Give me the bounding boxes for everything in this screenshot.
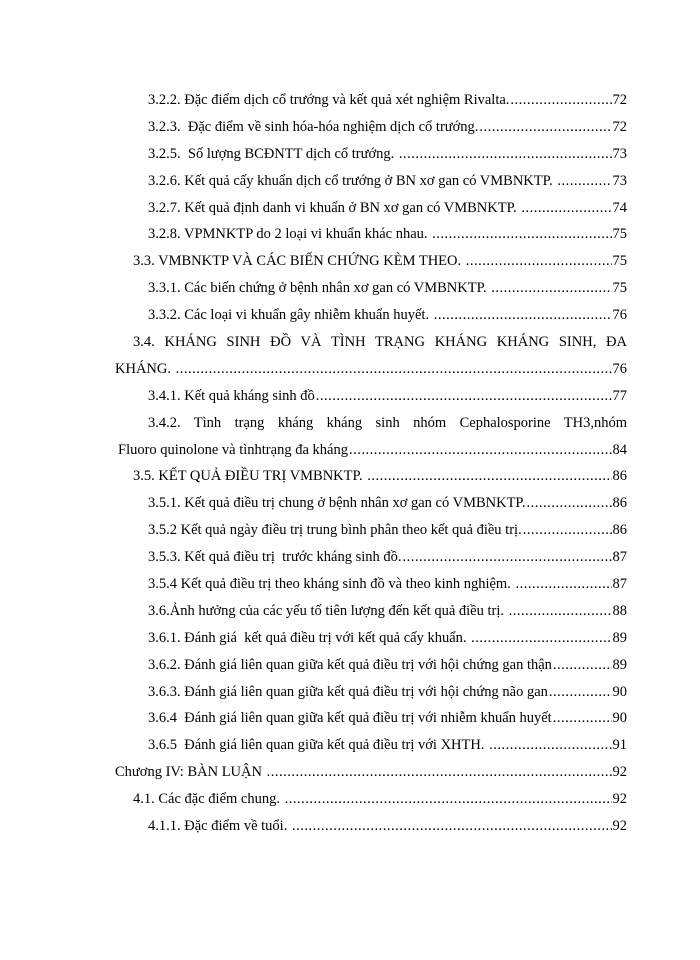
toc-entry[interactable] [0,199,700,217]
toc-entry[interactable] [0,736,700,754]
toc-leader-dots [515,575,611,593]
toc-page-number: 73 [612,145,627,162]
toc-entry[interactable] [0,118,700,136]
toc-entry-label: 4.1. Các đặc điểm chung. [133,791,284,808]
toc-entry-label: 3.3.1. Các biến chứng ở bệnh nhân xơ gan có VMBNKTP. [148,280,491,297]
toc-page-number: 76 [612,307,627,324]
toc-entry-label: Fluoro quinolone và tìnhtrạng đa kháng [118,441,348,458]
toc-leader-dots [285,790,612,808]
toc-page-number: 90 [612,683,627,700]
toc-page-number: 92 [612,818,627,835]
toc-entry-label: KHÁNG. [115,360,175,377]
table-of-contents [0,91,700,844]
toc-entry-label: 3.3. VMBNKTP VÀ CÁC BIẾN CHỨNG KÈM THEO. [133,253,465,270]
toc-entry-label: 3.2.5. Số lượng BCĐNTT dịch cổ trướng. [148,145,398,162]
toc-entry[interactable] [0,306,700,324]
toc-leader-dots [509,602,612,620]
toc-page-number: 86 [612,495,627,512]
toc-entry[interactable] [0,763,700,781]
toc-leader-dots [549,683,612,701]
toc-entry-label: 3.4.1. Kết quả kháng sinh đồ [148,387,315,404]
toc-entry-label: 3.6.3. Đánh giá liên quan giữa kết quả điều trị với hội chứng não gan [148,683,548,700]
toc-entry-label: 3.2.2. Đặc điểm dịch cổ trướng và kết quả xét nghiệm Rivalta. [148,92,510,108]
toc-entry-label: 3.4. KHÁNG SINH ĐỒ VÀ TÌNH TRẠNG KHÁNG KHÁNG SINH, ĐA [133,334,627,351]
toc-entry[interactable] [0,629,700,647]
toc-page-number: 86 [612,522,627,539]
toc-entry[interactable] [0,656,700,674]
toc-entry-label: 3.3.2. Các loại vi khuẩn gây nhiễm khuẩn huyết. [148,307,433,324]
toc-entry-label: 3.6.2. Đánh giá liên quan giữa kết quả điều trị với hội chứng gan thận [148,656,552,673]
toc-leader-dots [521,199,611,217]
toc-page-number: 86 [612,468,627,485]
toc-page-number: 77 [612,387,627,404]
toc-page-number: 90 [612,710,627,727]
toc-entry-label: 3.5.1. Kết quả điều trị chung ở bệnh nhân xơ gan có VMBNKTP. [148,495,526,512]
toc-page-number: 75 [612,253,627,270]
toc-entry[interactable] [0,817,700,835]
toc-page-number: 75 [612,226,627,243]
toc-page-number: 92 [612,764,627,781]
toc-entry-label: 4.1.1. Đặc điểm về tuổi. [148,818,291,835]
toc-entry-label: 3.5. KẾT QUẢ ĐIỀU TRỊ VMBNKTP. [133,468,367,485]
toc-leader-dots [523,521,612,539]
toc-page-number: 87 [612,549,627,566]
toc-leader-dots [553,709,612,727]
toc-entry[interactable] [0,387,700,405]
toc-leader-dots [349,441,612,459]
toc-leader-dots [267,763,612,781]
toc-entry[interactable] [0,575,700,593]
toc-entry-label: 3.6.5 Đánh giá liên quan giữa kết quả điều trị với XHTH. [148,737,489,754]
toc-entry-label: 3.6.Ảnh hưởng của các yếu tố tiên lượng đến kết quả điều trị. [148,602,508,619]
toc-page-number: 87 [612,576,627,593]
toc-entry-label: 3.2.7. Kết quả định danh vi khuẩn ở BN xơ gan có VMBNKTP. [148,199,521,216]
toc-leader-dots [403,548,612,566]
toc-leader-dots [479,118,611,136]
toc-page-number: 84 [612,441,627,458]
toc-entry[interactable] [0,467,700,485]
toc-page-number: 75 [612,280,627,297]
toc-page-number: 74 [612,199,627,216]
toc-leader-dots [434,306,612,324]
toc-entry-label: 3.6.4 Đánh giá liên quan giữa kết quả điều trị với nhiễm khuẩn huyết [148,710,552,727]
toc-entry[interactable] [0,494,700,512]
toc-leader-dots [471,629,611,647]
toc-page-number: 91 [612,737,627,754]
toc-entry[interactable] [0,683,700,701]
toc-entry[interactable] [0,279,700,297]
toc-leader-dots [316,387,612,405]
toc-leader-dots [432,225,611,243]
toc-leader-dots [527,494,612,512]
toc-entry[interactable] [0,790,700,808]
toc-leader-dots [557,172,611,190]
toc-entry[interactable] [0,441,700,459]
toc-page-number: 72 [612,92,627,108]
toc-leader-dots [176,360,612,378]
toc-leader-dots [466,252,612,270]
toc-entry[interactable] [0,360,700,378]
toc-entry[interactable] [0,252,700,270]
toc-entry[interactable] [0,225,700,243]
toc-entry[interactable] [0,172,700,190]
toc-leader-dots [489,736,611,754]
toc-leader-dots [510,91,611,109]
toc-entry-label: 3.2.8. VPMNKTP do 2 loại vi khuẩn khác nhau. [148,226,432,243]
toc-entry[interactable] [0,333,700,351]
toc-entry[interactable] [0,91,700,109]
toc-page-number: 88 [612,602,627,619]
toc-page-number: 73 [612,172,627,189]
toc-entry[interactable] [0,709,700,727]
toc-entry-label: 3.5.4 Kết quả điều trị theo kháng sinh đồ và theo kinh nghiệm. [148,576,515,593]
toc-page-number: 89 [612,656,627,673]
toc-leader-dots [491,279,611,297]
toc-page-number: 92 [612,791,627,808]
toc-entry[interactable] [0,145,700,163]
toc-page-number: 72 [612,118,627,135]
toc-entry[interactable] [0,548,700,566]
toc-leader-dots [367,467,611,485]
toc-entry-label: 3.5.3. Kết quả điều trị trước kháng sinh đồ. [148,549,402,566]
toc-entry-label: 3.2.6. Kết quả cấy khuẩn dịch cổ trướng ở BN xơ gan có VMBNKTP. [148,172,557,189]
toc-entry[interactable] [0,521,700,539]
toc-entry-label: Chương IV: BÀN LUẬN [115,764,266,781]
toc-leader-dots [553,656,612,674]
toc-leader-dots [399,145,612,163]
toc-page-number: 89 [612,629,627,646]
toc-entry[interactable] [0,602,700,620]
toc-page-number: 76 [612,360,627,377]
toc-leader-dots [292,817,612,835]
toc-entry-label: 3.5.2 Kết quả ngày điều trị trung bình phân theo kết quả điều trị. [148,522,522,539]
toc-entry[interactable] [0,414,700,432]
toc-entry-label: 3.6.1. Đánh giá kết quả điều trị với kết quả cấy khuẩn. [148,629,471,646]
toc-entry-label: 3.2.3. Đặc điểm về sinh hóa-hóa nghiệm dịch cổ trướng. [148,118,479,135]
toc-entry-label: 3.4.2. Tình trạng kháng kháng sinh nhóm Cephalosporine TH3,nhóm [148,414,627,431]
